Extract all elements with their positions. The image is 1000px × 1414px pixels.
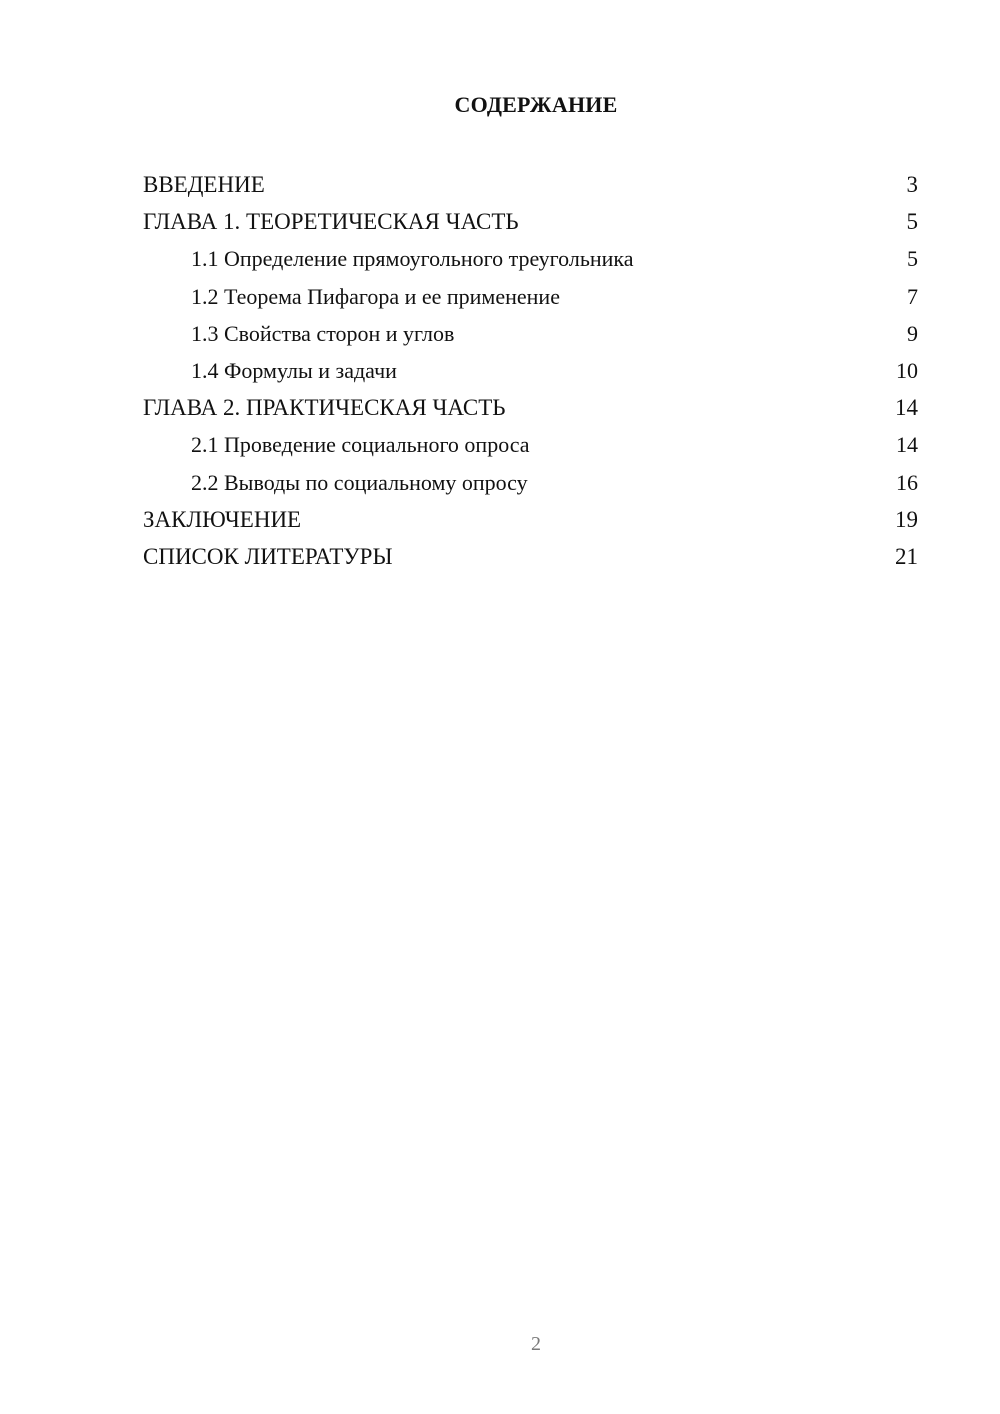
toc-entry-page: 19	[895, 506, 918, 532]
toc-entry-page: 9	[907, 320, 918, 346]
toc-heading: СОДЕРЖАНИЕ	[454, 92, 618, 117]
toc-entry-section-2-1	[143, 426, 918, 463]
toc-entry-section-2-2	[143, 464, 918, 501]
table-of-contents	[143, 166, 918, 575]
toc-entry-label: ЗАКЛЮЧЕНИЕ	[143, 506, 302, 532]
toc-entry-label: 1.2 Теорема Пифагора и ее применение	[191, 283, 560, 309]
toc-entry-page: 10	[896, 357, 918, 383]
toc-entry-label: 1.4 Формулы и задачи	[191, 357, 397, 383]
toc-entry-introduction	[143, 166, 918, 203]
toc-entry-page: 16	[896, 469, 918, 495]
toc-entry-section-1-1	[143, 240, 918, 277]
toc-entry-label: 1.3 Свойства сторон и углов	[191, 320, 455, 346]
toc-entry-label: ГЛАВА 1. ТЕОРЕТИЧЕСКАЯ ЧАСТЬ	[143, 209, 519, 235]
toc-entry-section-1-4	[143, 352, 918, 389]
toc-entry-page: 7	[907, 283, 918, 309]
toc-entry-page: 5	[907, 246, 918, 272]
toc-entry-label: 1.1 Определение прямоугольного треугольника	[191, 246, 634, 272]
toc-entry-page: 14	[896, 432, 918, 458]
toc-entry-page: 5	[906, 209, 918, 235]
toc-entry-label: ГЛАВА 2. ПРАКТИЧЕСКАЯ ЧАСТЬ	[143, 395, 506, 421]
toc-entry-section-1-2	[143, 278, 918, 315]
toc-entry-page: 21	[895, 543, 918, 569]
toc-entry-chapter-1	[143, 203, 918, 240]
toc-entry-section-1-3	[143, 315, 918, 352]
toc-entry-label: СПИСОК ЛИТЕРАТУРЫ	[143, 543, 393, 569]
page-number: 2	[531, 1333, 541, 1355]
toc-entry-references	[143, 538, 918, 575]
toc-entry-page: 3	[906, 172, 918, 197]
toc-entry-chapter-2	[143, 389, 918, 426]
toc-entry-label: 2.1 Проведение социального опроса	[191, 432, 530, 458]
toc-entry-label: 2.2 Выводы по социальному опросу	[191, 469, 528, 495]
toc-entry-conclusion	[143, 501, 918, 538]
toc-entry-page: 14	[895, 395, 918, 421]
toc-entry-label: ВВЕДЕНИЕ	[143, 172, 265, 197]
